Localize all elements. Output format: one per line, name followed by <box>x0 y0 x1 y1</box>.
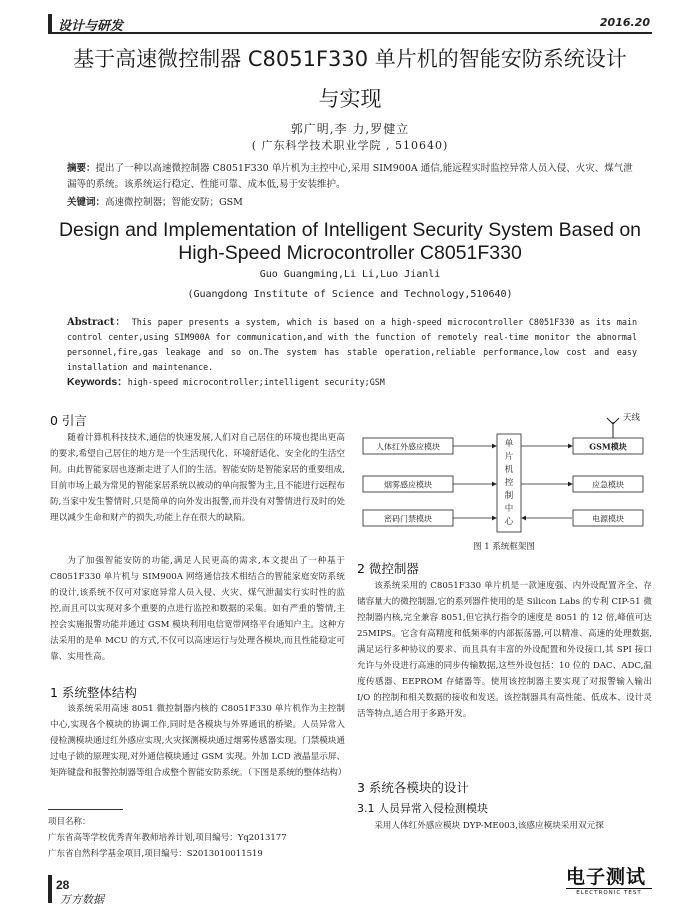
box-mcu-char: 心 <box>504 517 514 527</box>
authors-cn: 郭广明,李 力,罗健立 <box>290 122 410 136</box>
box-mcu-char: 制 <box>504 491 514 501</box>
box-gsm-label: GSM模块 <box>589 441 627 452</box>
authors-en: Guo Guangming,Li Li,Luo Jianli <box>259 269 441 280</box>
section-0-paragraph-1: 随着计算机科技技术,通信的快速发展,人们对自己居住的环境也提出更高的要求,希望自己居住的地方是一个生活现代化、环境舒适化、安全化的生活空间。由此智能家居也逐渐走进了人们的生活。智能安防是智能家居的重要组成,目前市场上最为常见的智能家居系统以被动的单向报警为主,且不能进行远程布防,当家中发生警情时,只是简单的向外发出报警,而并没有对警情进行及时的处理以减少生命和财产的损失,功能上存在很大的缺陷。 <box>50 433 345 523</box>
page-number: 28 <box>56 878 70 892</box>
affiliation-cn: ( 广东科学技术职业学院 , 510640) <box>251 139 449 152</box>
section-2-heading: 2 微控制器 <box>357 561 419 576</box>
box-power-label: 电源模块 <box>592 514 624 524</box>
box-mcu-char: 中 <box>504 504 514 514</box>
section-3-paragraph-1: 采用人体红外感应模块 DYP-ME003,该感应模块采用双元探 <box>374 821 604 831</box>
footnote-divider <box>48 809 123 810</box>
journal-logo-subtitle: ELECTRONIC TEST <box>566 888 652 896</box>
footer-accent-bar <box>48 875 52 903</box>
keywords-cn <box>67 194 637 208</box>
section-2-paragraph-1: 该系统采用的 C8051F330 单片机是一款速度强、内外设配置齐全、存储容量大的微控制器,它的系列器件使用的是 Silicon Labs 的专利 CIP-51 微控制器内核,完全兼容 8051,但它执行指令的速度是 8051 的 12 倍,峰值可达 25MIPS。它含有高精度和低频率的内部振荡器,可以精准、高速的处理数据,满足运行多种协议的要求、而且具有丰富的外设配置和外设接口,其 SPI 接口允许与外设进行高速的同步传输数据,这些外设包括：10 位的 DAC、ADC,温度传感器、EEPROM 存储器等。使用该控制器主要实现了对报警输入输出 I/O 的控制和相关数据的接收和发送。该控制器具有高性能、低成本、设计灵活等特点,适合用于多路开发。 <box>357 581 652 719</box>
box-mcu-char: 控 <box>504 478 514 488</box>
header-section-label: 设计与研发 <box>58 19 124 34</box>
footnote-line-1: 广东省高等学校优秀青年教师培养计划,项目编号：Yq2013177 <box>48 833 287 843</box>
antenna-label: 天线 <box>623 413 641 423</box>
section-1-heading: 1 系统整体结构 <box>50 685 137 700</box>
title-en-line2: High-Speed Microcontroller C8051F330 <box>178 242 522 264</box>
figure-caption: 图 1 系统框架图 <box>473 542 535 552</box>
box-mcu-label <box>505 438 514 527</box>
header-accent-bar <box>48 14 52 32</box>
section-3-1-heading: 3.1 人员异常入侵检测模块 <box>357 802 488 815</box>
abstract-en-label: Abstract： <box>67 317 126 328</box>
section-1-paragraph-1: 该系统采用高速 8051 微控制器内核的 C8051F330 单片机作为主控制中心,实现各个模块的协调工作,同时是各模块与外界通讯的桥梁。人员异常入侵检测模块通过红外感应实现,火灾探测模块通过烟雾传感器实现。门禁模块通过电子锁的原理实现,对外通信模块通过 GSM 实现。外加 LCD 液晶显示屏、矩阵键盘和报警控制器等组合成整个智能安防系统。（下图是系统的整体结构） <box>50 704 347 778</box>
abstract-cn-text: 提出了一种以高速微控制器 C8051F330 单片机为主控中心,采用 SIM900A 通信,能远程实时监控异常人员入侵、火灾、煤气泄漏等的系统。该系统运行稳定、性能可靠、成本低,易于安装维护。 <box>67 163 633 190</box>
journal-logo-title: 电子测试 <box>566 866 647 888</box>
box-infrared-label: 人体红外感应模块 <box>376 442 440 452</box>
abstract-cn-label: 摘要： <box>67 163 96 174</box>
title-en-line1: Design and Implementation of Intelligent Security System Based on <box>58 219 642 241</box>
title-cn-line2: 与实现 <box>318 87 382 111</box>
box-emergency-label: 应急模块 <box>592 480 624 490</box>
header-issue-number: 2016.20 <box>599 16 650 29</box>
section-3-heading: 3 系统各模块的设计 <box>357 780 469 795</box>
footer-source-label: 万方数据 <box>60 893 104 906</box>
keywords-en <box>67 374 637 389</box>
keywords-cn-label: 关键词： <box>67 197 106 208</box>
keywords-en-text: high-speed microcontroller;intelligent security;GSM <box>127 377 385 387</box>
abstract-cn <box>67 161 637 193</box>
abstract-en <box>67 315 637 375</box>
journal-logo <box>566 866 652 906</box>
box-mcu-char: 片 <box>504 452 514 462</box>
title-cn-line1: 基于高速微控制器 C8051F330 单片机的智能安防系统设计 <box>73 47 627 71</box>
footnote-title: 项目名称： <box>48 817 91 827</box>
box-mcu-char: 机 <box>504 465 514 475</box>
affiliation-en: (Guangdong Institute of Science and Technology,510640) <box>187 289 513 300</box>
system-framework-diagram <box>355 408 653 536</box>
keywords-cn-text: 高速微控制器；智能安防；GSM <box>105 197 243 208</box>
footnote-line-2: 广东省自然科学基金项目,项目编号：S2013010011519 <box>48 849 263 859</box>
box-door-label: 密码门禁模块 <box>384 514 432 524</box>
box-smoke-label: 烟雾感应模块 <box>384 480 432 490</box>
running-header <box>48 14 652 34</box>
section-0-heading: 0 引言 <box>50 413 87 428</box>
keywords-en-label: Keywords： <box>67 376 128 388</box>
box-mcu-char: 单 <box>504 439 514 449</box>
abstract-en-text: This paper presents a system, which is based on a high-speed microcontroller C8051F330 as its main control center,using SIM900A for communication,and with the function of remotely real-time monitor the abnormal personnel,fire,gas leakage and so on.The system has stable operation,reliable performance,low cost and easy installation and maintenance. <box>67 317 638 372</box>
section-0-paragraph-2: 为了加强智能安防的功能,满足人民更高的需求,本文提出了一种基于 C8051F330 单片机与 SIM900A 网络通信技术相结合的智能家庭安防系统的设计,该系统不仅可对家庭异常人员入侵、火灾、煤气泄漏实行实时性的监控,而且可以实现对多个重要的点进行监控和数据的采集。如有严重的警情,主控会实施报警功能并通过 GSM 模块利用电信宽带网络平台通知户主。这种方法采用的是单 MCU 的方式,不仅可以高速运行与处理各模块,而且性能稳定可靠、实用性高。 <box>50 556 345 662</box>
